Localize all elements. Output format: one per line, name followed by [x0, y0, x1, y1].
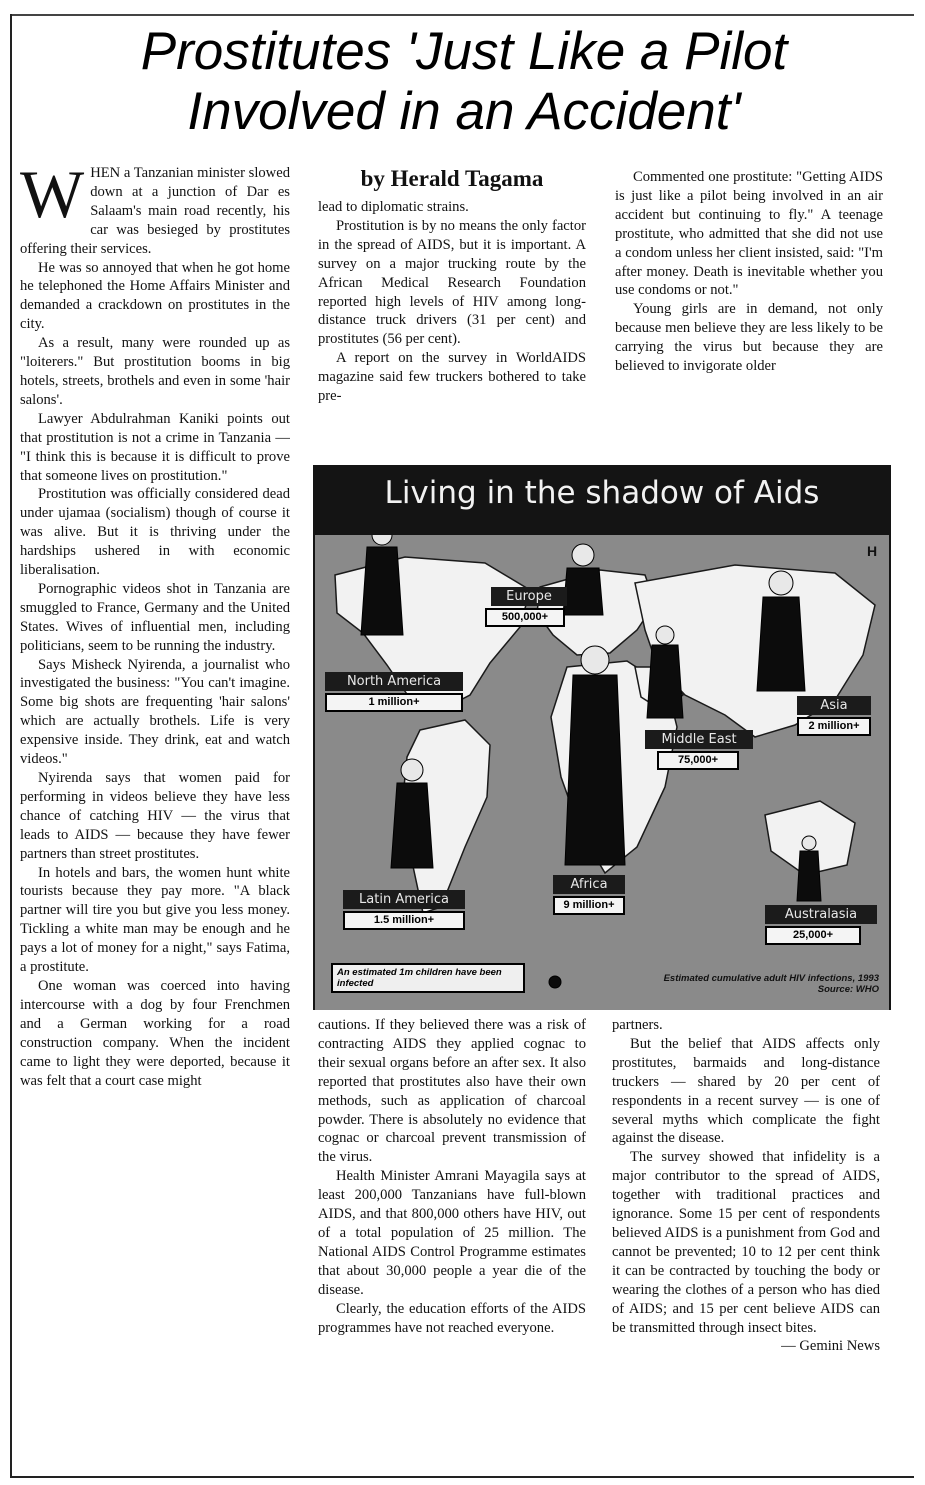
region-label-africa: Africa: [553, 875, 625, 894]
column-3-top: [615, 168, 883, 460]
region-label-north-america: North America: [325, 672, 463, 691]
column-2-bottom: [318, 1016, 586, 1476]
region-label-asia: Asia: [797, 696, 871, 715]
paragraph: But the belief that AIDS affects only prostitutes, barmaids and long-distance truckers — shared by 20 per cent of respondents in a recent survey — is one of several myths which complicate the fight against the disease.: [612, 1035, 880, 1147]
lead-text: HEN a Tanzanian minister slowed down at a junction of Dar es Salaam's main road recently, his car was besieged by prostitutes offering their services.: [20, 165, 290, 257]
continuation-text: partners.: [612, 1017, 663, 1033]
paragraph: Health Minister Amrani Mayagila says at least 200,000 Tanzanians have full-blown AIDS, and that 800,000 others have HIV, out of a total population of 25 million. The National AIDS Control Programme estimates that about 30,000 people a year die of the disease.: [318, 1168, 586, 1298]
bottom-rule: [10, 1476, 914, 1478]
region-value-latin-america: 1.5 million+: [343, 911, 465, 930]
lead-paragraph: [20, 164, 290, 259]
paragraph: [612, 1148, 880, 1355]
region-value-australasia: 25,000+: [765, 926, 861, 945]
region-label-australasia: Australasia: [765, 905, 877, 924]
gemini-logo: H: [867, 543, 878, 559]
region-value-north-america: 1 million+: [325, 693, 463, 712]
column-3-bottom: [612, 1016, 880, 1476]
aids-map-graphic: [313, 465, 891, 1010]
region-value-asia: 2 million+: [797, 717, 871, 736]
paragraph: Prostitution was officially considered dead under ujamaa (socialism) though of course it was alive. But it is thriving under the hardships ushered in with economic liberalisation.: [20, 486, 290, 579]
headline-line-1: Prostitutes 'Just Like a Pilot: [140, 22, 788, 81]
legend-dot: [549, 976, 561, 988]
headline-line-2: Involved in an Accident': [187, 82, 741, 141]
paragraph: A report on the survey in WorldAIDS magazine said few truckers bothered to take pre-: [318, 350, 586, 405]
headline: [14, 22, 914, 142]
paragraph: Prostitution is by no means the only factor in the spread of AIDS, but it is important. A survey on a major trucking route by the African Medical Research Foundation reported high levels of HIV among long-distance truck drivers (31 per cent) and prostitutes (56 per cent).: [318, 217, 586, 348]
left-rule: [10, 14, 12, 1476]
source-text: Source: WHO: [817, 984, 879, 995]
graphic-title: Living in the shadow of Aids: [384, 475, 820, 511]
top-rule: [10, 14, 914, 16]
paragraph: One woman was coerced into having intercourse with a dog by four Frenchmen and a German working for a road construction company. When the incident came to light they were deported, because it was felt that a court case might: [20, 977, 290, 1089]
region-label-latin-america: Latin America: [343, 890, 465, 909]
region-value-middle-east: 75,000+: [657, 751, 739, 770]
paragraph: Nyirenda says that women paid for performing in videos believe they have less chance of catching HIV — the virus that leads to AIDS — because they have fewer partners than street prostitutes.: [20, 770, 290, 862]
paragraph: As a result, many were rounded up as "loiterers." But prostitution booms in big hotels, streets, brothels and even in some 'hair salons'.: [20, 335, 290, 408]
column-2-top: [318, 198, 586, 460]
legend-text: Estimated cumulative adult HIV infections, 1993: [663, 973, 879, 984]
children-note: An estimated 1m children have been infected: [331, 963, 525, 993]
paragraph: Says Misheck Nyirenda, a journalist who investigated the business: "You can't imagine. Some big shots are frequenting 'hair salons' which are actually brothels. Life is very expensive inside. They drink, eat and watch videos.": [20, 656, 290, 768]
paragraph: Clearly, the education efforts of the AIDS programmes have not reached everyone.: [318, 1300, 586, 1336]
paragraph: He was so annoyed that when he got home he telephoned the Home Affairs Minister and demanded a crackdown on prostitutes in the city.: [20, 259, 290, 333]
paragraph: Lawyer Abdulrahman Kaniki points out that prostitution is not a crime in Tanzania — "I think this is because it is difficult to prove that someone lives on prostitution.": [20, 410, 290, 484]
continuation-text: lead to diplomatic strains.: [318, 199, 469, 215]
signoff: — Gemini News: [781, 1338, 880, 1355]
paragraph: In hotels and bars, the women hunt white tourists because they pay more. "A black partner will tire you but give you less money. Tickling a white man may be enough and he pays a lot of money for a night," says Fatima, a prostitute.: [20, 864, 290, 976]
paragraph: Commented one prostitute: "Getting AIDS is just like a pilot being involved in an air accident but continuing to fly." A teenage prostitute, who admitted that she did not use a condom unless her client insisted, said: "I'm after money. Death is inevitable whether you use condoms or not.": [615, 169, 883, 299]
figure-north-america: [361, 535, 403, 635]
paragraph: Young girls are in demand, not only because men believe they are less likely to be carrying the virus but because they are believed to invigorate older: [615, 301, 883, 375]
paragraph: Pornographic videos shot in Tanzania are smuggled to France, Germany and the United States. Wives of influential men, including politicians, seem to be running the industry.: [20, 580, 290, 654]
legend: [565, 973, 879, 995]
region-label-middle-east: Middle East: [645, 730, 753, 749]
drop-cap: W: [20, 164, 85, 232]
byline: by Herald Tagama: [360, 166, 544, 191]
continuation-text: cautions. If they believed there was a risk of contracting AIDS they applied cognac to their sexual organs before an after sex. It also reported that prostitutes also have their own methods, such as application of charcoal powder. There is absolutely no evidence that cognac or charcoal prevent transmission of the virus.: [318, 1017, 586, 1166]
region-label-europe: Europe: [491, 587, 567, 606]
paragraph-text: The survey showed that infidelity is a major contributor to the spread of AIDS, together with traditional practices and ignorance. Some 15 per cent of respondents believed AIDS is a punishment from God and cannot be prevented; 10 to 12 per cent think it can be contracted by touching the body or wearing the clothes of a person who has died of AIDS; and 15 per cent believe AIDS can be transmitted through insect bites.: [612, 1149, 880, 1336]
region-value-africa: 9 million+: [553, 896, 625, 915]
world-map-panel: [315, 535, 889, 1010]
region-value-europe: 500,000+: [485, 608, 565, 627]
column-1: [20, 164, 290, 1476]
figure-africa: [565, 646, 625, 865]
